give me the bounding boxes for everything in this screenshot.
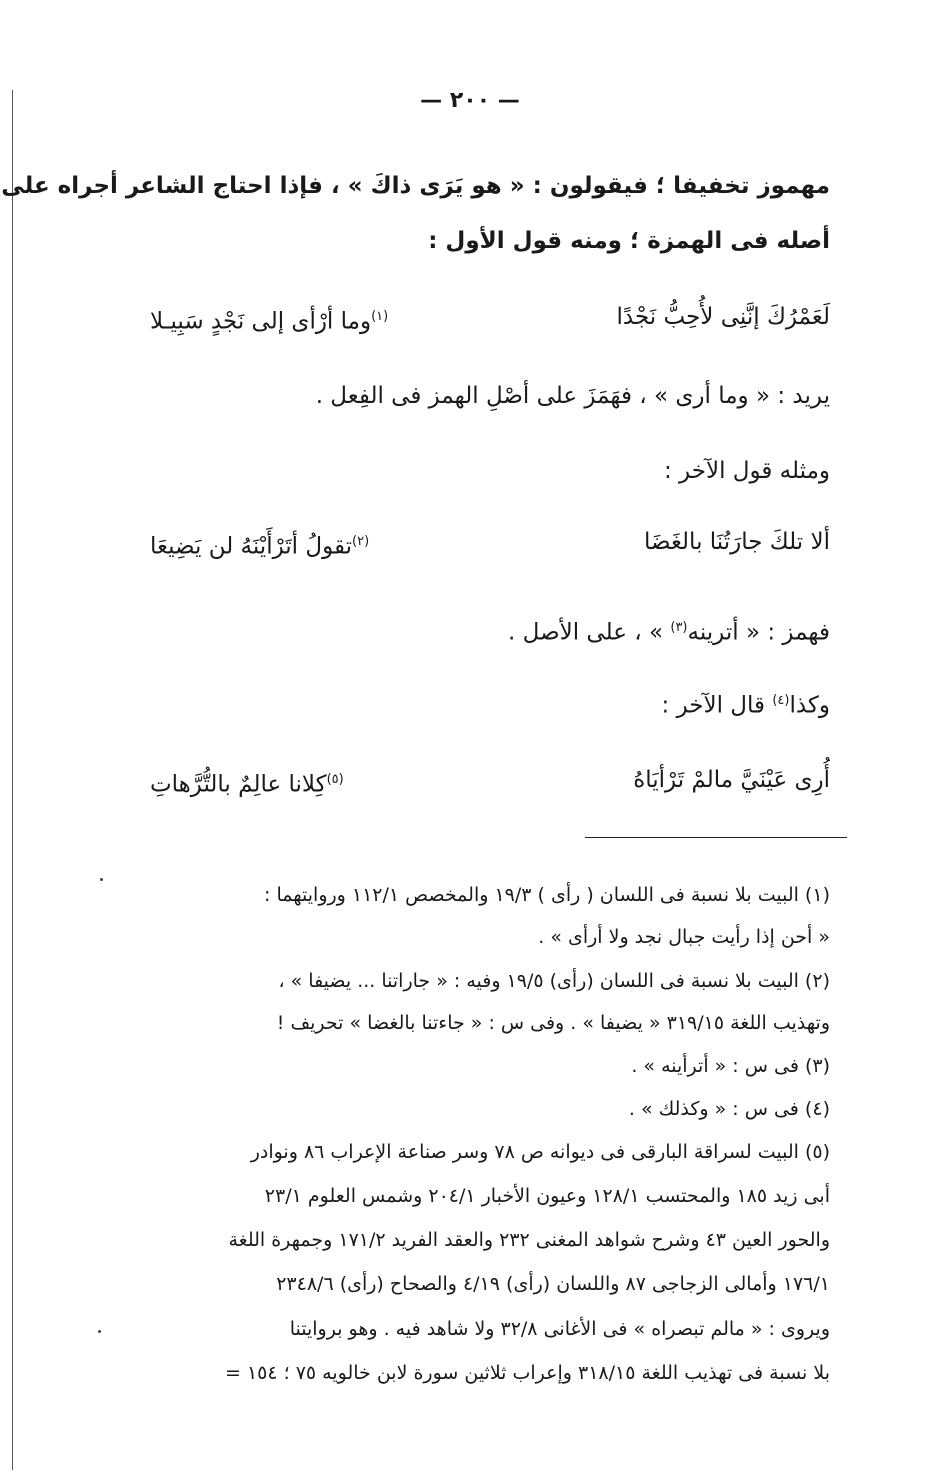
verse-2-first-hemistich: ألا تلكَ جارَتُنَا بالغَضَا <box>644 529 830 555</box>
footnote-ref-5: (٥) <box>326 772 344 787</box>
body-line-4: ومثله قول الآخر : <box>664 458 830 484</box>
footnote-1-line-2: « أحن إذا رأيت جبال نجد ولا أرأى » . <box>538 926 830 948</box>
verse-1-second-hemistich: $^{(١)}$وما أرْأى إلى نَجْدٍ سَبِيـلا <box>150 308 389 335</box>
footnote-1-line-1: (١) البيت بلا نسبة فى اللسان ( رأى ) ١٩/٣ والمخصص ١١٢/١ وروايتهما : <box>264 884 830 906</box>
footnote-5-line-4: ١٧٦/١ وأمالى الزجاجى ٨٧ واللسان (رأى) ٤/١٩ والصحاح (رأى) ٢٣٤٨/٦ <box>276 1273 830 1295</box>
footnote-ref-3: (٣) <box>670 620 688 635</box>
footnote-5-line-1: (٥) البيت لسراقة البارقى فى ديوانه ص ٧٨ وسر صناعة الإعراب ٨٦ ونوادر <box>250 1141 830 1163</box>
footnote-3: (٣) فى س : « أترأينه » . <box>631 1055 830 1077</box>
footnote-5-line-3: والحور العين ٤٣ وشرح شواهد المغنى ٢٣٢ والعقد الفريد ١٧١/٢ وجمهرة اللغة <box>228 1229 830 1251</box>
footnote-separator <box>585 837 847 838</box>
verse-3-second-hemistich: $^{(٥)}$كِلانا عالِمٌ بالتُّرَّهاتِ <box>150 771 344 798</box>
scan-speck <box>100 878 103 881</box>
footnote-5-line-5: ويروى : « مالم تبصراه » فى الأغانى ٣٢/٨ ولا شاهد فيه . وهو بروايتنا <box>289 1318 830 1340</box>
footnote-2-line-2: وتهذيب اللغة ٣١٩/١٥ « يضيفا » . وفى س : « جاءتنا بالغضا » تحريف ! <box>276 1012 830 1034</box>
footnote-ref-1: (١) <box>371 309 389 324</box>
footnote-4: (٤) فى س : « وكذلك » . <box>628 1098 830 1120</box>
footnote-ref-2: (٢) <box>352 534 370 549</box>
page-number: — ٢٠٠ — <box>420 88 520 113</box>
body-line-6: وكذا$^{(٤)}$ قال الآخر : <box>661 692 830 719</box>
verse-3-first-hemistich: أُرِى عَيْنَيَّ مالمْ تَرْأيَاهُ <box>633 767 830 793</box>
footnote-5-line-6: بلا نسبة فى تهذيب اللغة ٣١٨/١٥ وإعراب ثلاثين سورة لابن خالويه ٧٥ ؛ ١٥٤ = <box>224 1362 830 1384</box>
scan-speck <box>98 1330 101 1333</box>
body-line-2: أصله فى الهمزة ؛ ومنه قول الأول : <box>428 228 830 254</box>
footnote-ref-4: (٤) <box>772 693 790 708</box>
body-line-1: مهموز تخفيفا ؛ فيقولون : « هو يَرَى ذاكَ » ، فإذا احتاج الشاعر أجراه على <box>1 173 830 199</box>
footnote-2-line-1: (٢) البيت بلا نسبة فى اللسان (رأى) ١٩/٥ وفيه : « جاراتنا ... يضيفا » ، <box>278 970 830 992</box>
body-line-5: فهمز : « أترينه$^{(٣)}$ » ، على الأصل . <box>508 619 830 646</box>
verse-1-first-hemistich: لَعَمْرُكَ إنَّنِى لأُحِبُّ نَجْدًا <box>616 304 830 330</box>
scan-margin-line <box>12 90 13 1470</box>
footnote-5-line-2: أبى زيد ١٨٥ والمحتسب ١٢٨/١ وعيون الأخبار ٢٠٤/١ وشمس العلوم ٢٣/١ <box>264 1185 830 1207</box>
verse-2-second-hemistich: $^{(٢)}$تقولُ أتَرْأَيْنَهُ لن يَضِيعَا <box>150 533 370 560</box>
body-line-3: يريد : « وما أرى » ، فهَمَزَ على أصْلِ الهمز فى الفِعل . <box>315 383 830 409</box>
